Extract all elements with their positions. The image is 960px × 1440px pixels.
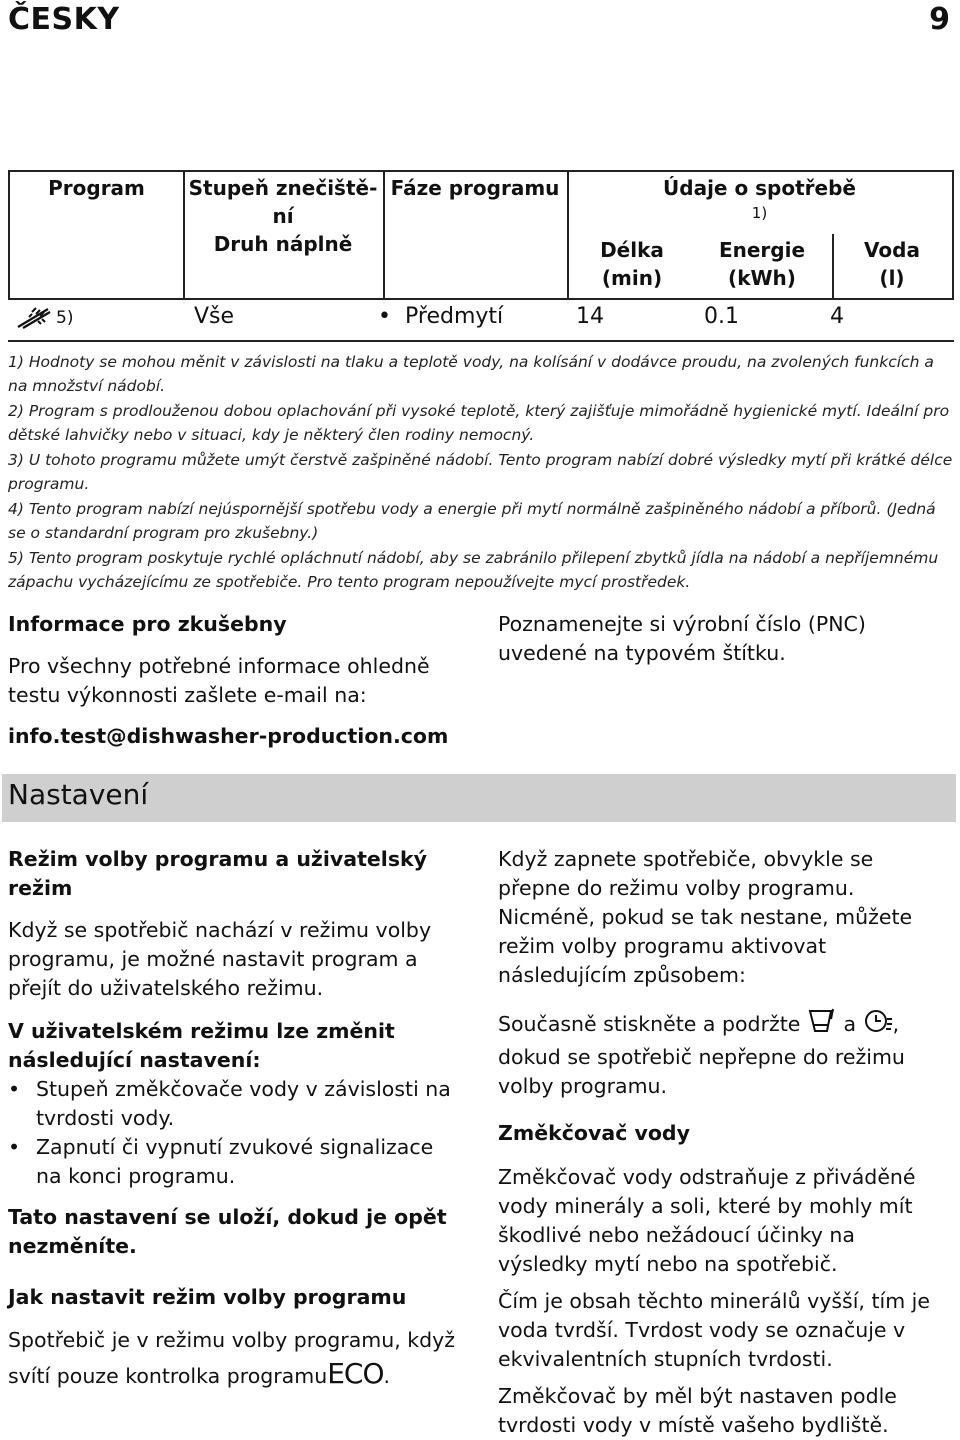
list-item: • Stupeň změkčovače vody v závislosti na tvrdosti vody. xyxy=(8,1075,458,1133)
header-energy-line1: Energie xyxy=(718,238,806,262)
settings-how-text-main: Spotřebič je v režimu volby programu, když svítí pouze kontrolka programu xyxy=(8,1328,456,1388)
row-energy: 0.1 xyxy=(704,304,739,329)
settings-how-text-end: . xyxy=(383,1364,391,1388)
softener-text-3: Změkčovač by měl být nastaven podle tvrdosti vody v místě vašeho bydliště. xyxy=(498,1384,897,1437)
header-program: Program xyxy=(48,176,145,200)
settings-heading-how: Jak nastavit režim volby programu xyxy=(8,1285,407,1309)
list-item: • Zapnutí či vypnutí zvukové signalizace na konci programu. xyxy=(8,1133,458,1191)
testing-email[interactable]: info.test@dishwasher-production.com xyxy=(8,724,449,748)
settings-list xyxy=(8,1075,458,1191)
eco-label: ECO xyxy=(327,1357,384,1390)
table-bottom-rule xyxy=(8,340,954,342)
header-energy-line2: (kWh) xyxy=(728,266,796,290)
settings-heading-user-mode: V uživatelském režimu lze změnit následující nastavení: xyxy=(8,1019,395,1072)
header-consumption-note: 1) xyxy=(751,204,768,222)
settings-left-column xyxy=(8,845,458,1393)
delay-timer-icon xyxy=(863,1007,893,1043)
header-soiling-line1: Stupeň znečiště- xyxy=(188,176,378,200)
testing-text: Pro všechny potřebné informace ohledně testu výkonnosti zašlete e-mail na: xyxy=(8,654,430,707)
pnc-note: Poznamenejte si výrobní číslo (PNC) uvedené na typovém štítku. xyxy=(498,612,866,665)
softener-text-1: Změkčovač vody odstraňuje z přiváděné vody minerály a soli, které by mohly mít škodlivé nebo nežádoucí účinky na výsledky mytí nebo na spotřebič. xyxy=(498,1165,916,1276)
press-text-end: , dokud se spotřebič nepřepne do režimu volby programu. xyxy=(498,1012,905,1098)
section-title: Nastavení xyxy=(8,778,149,811)
settings-right-column xyxy=(498,845,938,1440)
row-phase-bullet: • xyxy=(378,304,391,329)
settings-how-text xyxy=(8,1324,458,1393)
page-number: 9 xyxy=(929,2,950,37)
footnotes xyxy=(8,350,953,595)
header-water-line2: (l) xyxy=(879,266,905,290)
softener-heading: Změkčovač vody xyxy=(498,1121,690,1145)
settings-heading-mode: Režim volby programu a uživatelský režim xyxy=(8,847,428,900)
row-water: 4 xyxy=(830,304,844,329)
settings-mode-text: Když se spotřebič nachází v režimu volby programu, je možné nastavit program a přejít do uživatelského režimu. xyxy=(8,918,432,1000)
header-energy xyxy=(697,236,827,292)
header-water-line1: Voda xyxy=(864,238,920,262)
testing-heading: Informace pro zkušebny xyxy=(8,612,287,636)
header-water xyxy=(832,236,952,292)
header-length xyxy=(567,236,697,292)
header-soiling-line3: Druh náplně xyxy=(213,232,353,256)
header-consumption: Údaje o spotřebě xyxy=(663,176,856,200)
press-text-start: Současně stiskněte a podržte xyxy=(498,1012,801,1036)
header-length-line1: Délka xyxy=(600,238,664,262)
program-table xyxy=(8,170,954,300)
header-soiling-line2: ní xyxy=(272,204,294,228)
rinse-hold-icon xyxy=(14,304,54,332)
header-phase: Fáze programu xyxy=(390,176,560,200)
press-text-and: a xyxy=(843,1012,857,1036)
header-soiling xyxy=(183,174,383,258)
row-phase: Předmytí xyxy=(405,304,504,329)
footnote-4: 4) Tento program nabízí nejúspornější spotřebu vody a energie při mytí normálně zašpiněného nádobí a příborů. (Jedná se o standardní program pro zkušebny.) xyxy=(8,500,936,542)
row-load: Vše xyxy=(194,304,235,329)
footnote-5: 5) Tento program poskytuje rychlé opláchnutí nádobí, aby se zabránilo přilepení zbytků jídla na nádobí a nepříjemnému zápachu vycházejícímu ze spotřebiče. Pro tento program nepoužívejte mycí prostředek. xyxy=(8,549,939,591)
row-length: 14 xyxy=(576,304,604,329)
footnote-2: 2) Program s prodlouženou dobou oplachování při vysoké teplotě, který zajišťuje mimořádně hygienické mytí. Ideální pro dětské lahvičky nebo v situaci, kdy je některý člen rodiny nemocný. xyxy=(8,402,950,444)
settings-saved-note: Tato nastavení se uloží, dokud je opět nezměníte. xyxy=(8,1205,447,1258)
settings-activate-text: Když zapnete spotřebiče, obvykle se přepne do režimu volby programu. Nicméně, pokud se tak nestane, můžete režim volby programu aktivovat následujícím způsobem: xyxy=(498,847,913,987)
cup-icon xyxy=(807,1007,837,1043)
footnote-1: 1) Hodnoty se mohou měnit v závislosti na tlaku a teplotě vody, na kolísání v dodávce proudu, na zvolených funkcích a na množství nádobí. xyxy=(8,353,934,395)
program-note: 5) xyxy=(56,308,74,328)
header-language: ČESKY xyxy=(8,2,120,37)
footnote-3: 3) U tohoto programu můžete umýt čerstvě zašpiněné nádobí. Tento program nabízí dobré výsledky mytí při krátké délce programu. xyxy=(8,451,953,493)
settings-press-text xyxy=(498,1007,938,1101)
softener-text-2: Čím je obsah těchto minerálů vyšší, tím je voda tvrdší. Tvrdost vody se označuje v ekvivalentních stupních tvrdosti. xyxy=(498,1289,930,1371)
header-length-line2: (min) xyxy=(601,266,663,290)
